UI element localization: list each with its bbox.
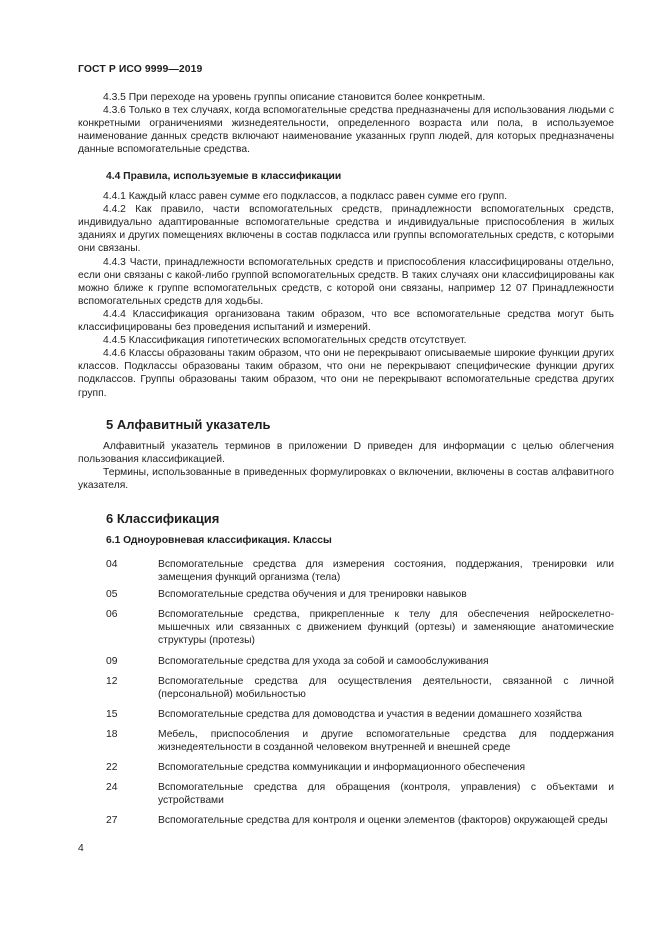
class-row	[78, 675, 614, 701]
section-4-3-tail	[78, 91, 614, 156]
paragraph-4-3-5: 4.3.5 При переходе на уровень группы описание становится более конкретным.	[103, 92, 486, 103]
class-description: Вспомогательные средства для контроля и оценки элементов (факторов) окружающей среды	[158, 815, 608, 826]
class-code: 06	[106, 609, 118, 620]
paragraph-4-4-5: 4.4.5 Классификация гипотетических вспомогательных средств отсутствует.	[103, 335, 467, 347]
class-row	[78, 708, 614, 721]
paragraph-4-4-1: 4.4.1 Каждый класс равен сумме его подклассов, а подкласс равен сумме его групп.	[103, 191, 508, 203]
class-description: Вспомогательные средства для осуществления деятельности, связанной с личной (персональной) мобильностью	[158, 676, 614, 701]
class-description: Вспомогательные средства коммуникации и информационного обеспечения	[158, 762, 526, 773]
section-6	[78, 512, 614, 547]
class-description: Вспомогательные средства обучения и для тренировки навыков	[158, 589, 467, 600]
section-6-title: 6 Классификация	[106, 511, 220, 526]
class-row	[78, 814, 614, 827]
section-5	[78, 418, 614, 492]
section-4-4-title: 4.4 Правила, используемые в классификации	[106, 171, 342, 182]
paragraph-4-4-3: 4.4.3 Части, принадлежности вспомогательных средств и приспособления классифицированы отдельно, если они связаны с какой-либо группой вспомогательных средств. В таких случаях они классифицированы как можно ближе к группе вспомогательных средств, с которой они связаны, например 12 07 Принадлежности вспомогательных средств для ходьбы.	[78, 256, 614, 307]
class-code: 22	[106, 762, 118, 773]
class-code: 18	[106, 729, 118, 740]
class-description: Вспомогательные средства для измерения состояния, поддержания, тренировки или замещения функций организма (тела)	[158, 559, 614, 584]
page-number: 4	[78, 843, 84, 854]
class-description: Мебель, приспособления и другие вспомогательные средства для поддержания жизнедеятельности в созданной человеком внутренней и внешней среде	[158, 729, 614, 754]
paragraph-4-4-2: 4.4.2 Как правило, части вспомогательных средств, принадлежности вспомогательных средств, индивидуально адаптированные вспомогательные средства и индивидуальные приспособления в жилых зданиях и других помещениях включены в состав подкласса или группы вспомогательных средств, с которыми они связаны.	[78, 204, 614, 255]
class-row	[78, 608, 614, 647]
paragraph-4-4-6: 4.4.6 Классы образованы таким образом, что они не перекрывают описываемые широкие функции других классов. Подклассы образованы таким образом, что они не перекрывают специфические функции других подклассов. Группы образованы таким образом, что они не перекрывают вспомогательные средства других групп.	[78, 348, 614, 399]
class-code: 04	[106, 559, 118, 570]
paragraph-4-4-4: 4.4.4 Классификация организована таким образом, что все вспомогательные средства могут быть классифицированы без проведения испытаний и измерений.	[78, 308, 614, 334]
class-code: 24	[106, 782, 118, 793]
class-row	[78, 728, 614, 754]
class-code: 09	[106, 656, 118, 667]
class-row	[78, 761, 614, 774]
section-6-1-title: 6.1 Одноуровневая классификация. Классы	[106, 535, 332, 547]
class-row	[78, 781, 614, 807]
class-code: 27	[106, 815, 118, 826]
section-5-title: 5 Алфавитный указатель	[106, 417, 271, 432]
class-code: 12	[106, 676, 118, 687]
document-header: ГОСТ Р ИСО 9999—2019	[78, 64, 203, 75]
paragraph-5-1: Алфавитный указатель терминов в приложении D приведен для информации с целью облегчения пользования классификацией.	[78, 441, 614, 466]
class-description: Вспомогательные средства для ухода за собой и самообслуживания	[158, 656, 489, 667]
class-row	[78, 588, 614, 601]
class-description: Вспомогательные средства для домоводства и участия в ведении домашнего хозяйства	[158, 709, 582, 720]
class-code: 05	[106, 589, 118, 600]
class-description: Вспомогательные средства, прикрепленные к телу для обеспечения нейроскелетно-мышечных или связанных с движением функций (ортезы) и заменяющие анатомические структуры (протезы)	[158, 609, 614, 647]
class-row	[78, 655, 614, 668]
class-description: Вспомогательные средства для обращения (контроля, управления) с объектами и устройствами	[158, 782, 614, 807]
section-4-4	[78, 170, 614, 400]
class-row	[78, 558, 614, 584]
paragraph-4-3-6: 4.3.6 Только в тех случаях, когда вспомогательные средства предназначены для использования людьми с конкретными ограничениями жизнедеятельности, определенного возраста или пола, в используемое наименование данных средств включают наименование указанных групп людей, для которых предназначены данные вспомогательные средства.	[78, 105, 614, 156]
class-code: 15	[106, 709, 118, 720]
paragraph-5-2: Термины, использованные в приведенных формулировках о включении, включены в состав алфавитного указателя.	[78, 467, 614, 492]
